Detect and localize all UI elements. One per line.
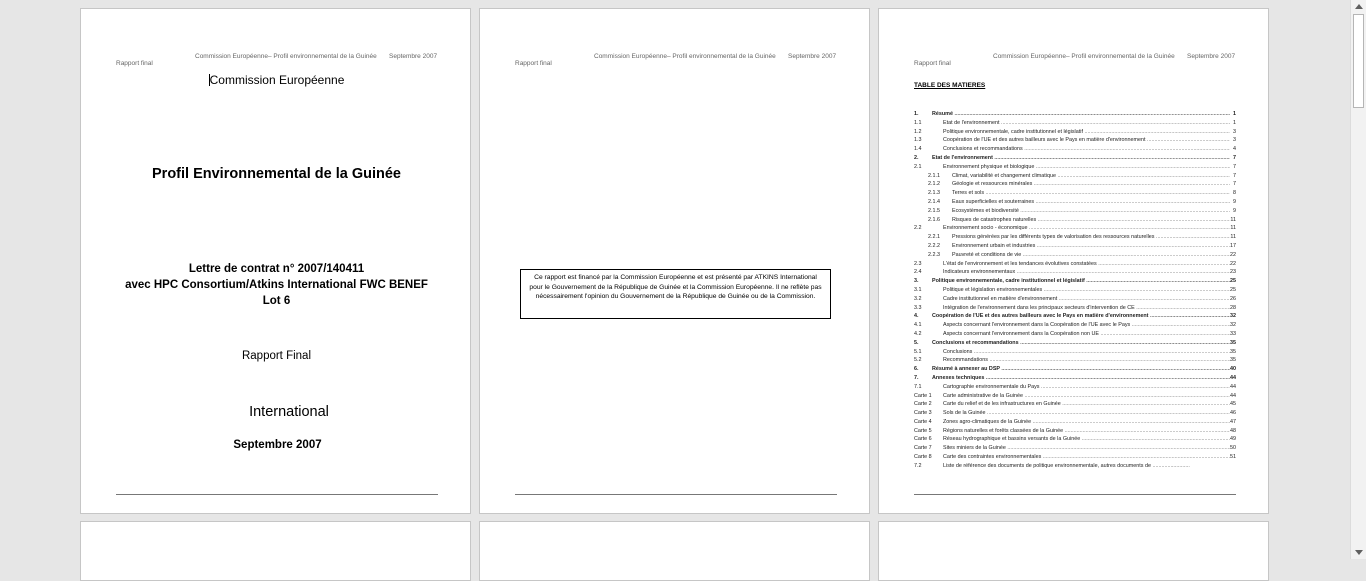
disclaimer-box: Ce rapport est financé par la Commission Européenne et est présenté par ATKINS International pour le Gouvernement de la République de Guinée et la Commission Européenne. Il ne reflète pas nécessairement l'opinion du Gouvernement de la République de Guinée ou de la Commission.	[520, 269, 831, 319]
toc-entry[interactable]	[914, 277, 1236, 286]
toc-entry-text: Pressions générées par les différents types de valorisation des ressources naturelles .....	[952, 233, 1230, 242]
toc-entry[interactable]	[914, 268, 1236, 277]
toc-entry[interactable]	[914, 427, 1236, 436]
toc-entry-number: 2.1	[914, 163, 922, 170]
toc-entry[interactable]	[914, 110, 1236, 119]
toc-entry-text: Ecosystèmes et biodiversité .....	[952, 207, 1230, 216]
toc-entry-page: 45	[1230, 401, 1236, 408]
document-page-5[interactable]	[479, 521, 870, 581]
contract-line-3: Lot 6	[262, 295, 291, 307]
toc-entry[interactable]	[914, 312, 1236, 321]
toc-entry-number: Carte 1	[914, 392, 932, 399]
toc-entry[interactable]	[914, 286, 1236, 295]
toc-entry[interactable]	[914, 198, 1236, 207]
header-right: Septembre 2007	[788, 53, 837, 60]
toc-entry-number: 2.3	[914, 260, 922, 267]
toc-entry-number: 4.	[914, 313, 919, 320]
toc-entry-text: Etat de l'environnement .....	[943, 119, 1230, 128]
toc-entry-text: Résumé à annexer au DSP .....	[932, 365, 1230, 374]
toc-entry[interactable]	[914, 154, 1236, 163]
contract-line-2: avec HPC Consortium/Atkins International FWC BENEF	[125, 279, 428, 291]
header-left: Rapport final	[515, 60, 552, 67]
toc-entry-text: Conclusions et recommandations .....	[932, 339, 1230, 348]
toc-entry-text: Etat de l'environnement .....	[932, 154, 1230, 163]
toc-entry-number: 7.	[914, 374, 919, 381]
toc-entry-text: Sols de la Guinée .....	[943, 409, 1230, 418]
toc-entry-text: Indicateurs environnementaux .....	[943, 268, 1230, 277]
toc-entry[interactable]	[914, 339, 1236, 348]
toc-entry-text: Politique et législation environnementales .....	[943, 286, 1230, 295]
toc-entry-number: 7.2	[914, 462, 922, 469]
toc-entry-text: Géologie et ressources minérales .....	[952, 180, 1230, 189]
scroll-up-arrow-icon[interactable]	[1355, 4, 1363, 9]
toc-entry[interactable]	[914, 233, 1236, 242]
toc-entry[interactable]	[914, 435, 1236, 444]
toc-entry-text: Politique environnementale, cadre institutionnel et législatif .....	[932, 277, 1230, 286]
toc-entry-text: Coopération de l'UE et des autres bailleurs avec le Pays en matière d'environnement .....	[943, 136, 1230, 145]
toc-entry-number: 1.	[914, 111, 919, 117]
toc-entry-page: 44	[1230, 374, 1236, 381]
toc-entry-page: 33	[1230, 330, 1236, 337]
toc-entry[interactable]	[914, 304, 1236, 313]
toc-entry-page: 35	[1230, 348, 1236, 355]
toc-entry-number: 2.1.1	[928, 172, 940, 179]
toc-entry-number: 2.2.3	[928, 251, 940, 258]
toc-entry-text: Intégration de l'environnement dans les principaux secteurs d'intervention de CE .....	[943, 304, 1230, 313]
toc-entry-number: 2.1.2	[928, 181, 940, 188]
toc-entry[interactable]	[914, 251, 1236, 260]
toc-entry-page: 8	[1233, 190, 1236, 197]
toc-entry-page: 35	[1230, 357, 1236, 364]
toc-entry-page: 1	[1233, 119, 1236, 126]
toc-entry-number: 4.1	[914, 322, 922, 329]
toc-entry-number: 2.4	[914, 269, 922, 276]
toc-entry-number: 2.2.2	[928, 242, 940, 249]
toc-entry-page: 47	[1230, 418, 1236, 425]
toc-entry-text: Zones agro-climatiques de la Guinée .....	[943, 418, 1230, 427]
toc-entry-text: Politique environnementale, cadre institutionnel et législatif .....	[943, 128, 1230, 137]
toc-entry-page: 23	[1230, 269, 1236, 276]
toc-entry[interactable]	[914, 224, 1236, 233]
toc-entry-page: 7	[1233, 181, 1236, 188]
toc-entry[interactable]	[914, 189, 1236, 198]
toc-entry-page: 1	[1233, 111, 1236, 117]
toc-entry-page: 17	[1230, 242, 1236, 249]
toc-entry-page: 49	[1230, 436, 1236, 443]
toc-entry-text: Aspects concernant l'environnement dans la Coopération de l'UE avec le Pays .....	[943, 321, 1230, 330]
toc-entry-text: Conclusions .....	[943, 348, 1230, 357]
toc-entry[interactable]	[914, 374, 1236, 383]
toc-entry-number: 3.	[914, 278, 919, 285]
toc-entry[interactable]	[914, 295, 1236, 304]
toc-entry-page: 48	[1230, 427, 1236, 434]
toc-entry-text: Carte des contraintes environnementales .....	[943, 453, 1230, 462]
toc-entry-number: Carte 8	[914, 454, 932, 461]
header-center: Commission Européenne– Profil environnemental de la Guinée	[594, 53, 776, 60]
toc-entry-page: 32	[1230, 313, 1236, 320]
international-label: International	[249, 404, 329, 420]
toc-entry[interactable]	[914, 145, 1236, 154]
toc-entry-number: Carte 6	[914, 436, 932, 443]
toc-entry-number: 2.	[914, 154, 919, 161]
toc-entry-number: 6.	[914, 366, 919, 373]
toc-entry-number: Carte 7	[914, 445, 932, 452]
toc-entry[interactable]	[914, 409, 1236, 418]
scrollbar-thumb[interactable]	[1353, 14, 1364, 108]
toc-entry[interactable]	[914, 163, 1236, 172]
toc-entry-number: 7.1	[914, 383, 922, 390]
toc-entry-text: L'état de l'environnement et les tendances évolutives constatées .....	[943, 260, 1230, 269]
toc-entry-text: Résumé .....	[932, 110, 1230, 119]
document-title: Profil Environnemental de la Guinée	[152, 166, 401, 182]
toc-entry[interactable]	[914, 216, 1236, 225]
toc-entry-text: Conclusions et recommandations .....	[943, 145, 1230, 154]
toc-entry-page: 9	[1233, 207, 1236, 214]
toc-entry-number: 2.2.1	[928, 234, 940, 241]
toc-entry[interactable]	[914, 330, 1236, 339]
toc-entry[interactable]	[914, 136, 1236, 145]
toc-entry-text: Sites miniers de la Guinée .....	[943, 444, 1230, 453]
toc-entry-text: Recommandations .....	[943, 356, 1230, 365]
toc-entry-number: 2.2	[914, 225, 922, 232]
toc-entry-page: 22	[1230, 260, 1236, 267]
report-date: Septembre 2007	[233, 439, 322, 451]
toc-entry[interactable]	[914, 207, 1236, 216]
toc-entry-page: 35	[1230, 339, 1236, 346]
toc-entry[interactable]	[914, 418, 1236, 427]
toc-entry-page: 11	[1230, 225, 1236, 232]
toc-entry[interactable]	[914, 392, 1236, 401]
toc-entry[interactable]	[914, 321, 1236, 330]
vertical-scrollbar[interactable]	[1350, 0, 1366, 559]
toc-entry[interactable]	[914, 356, 1236, 365]
toc-entry-page: 25	[1230, 286, 1236, 293]
toc-entry[interactable]	[914, 383, 1236, 392]
toc-entry-page: 26	[1230, 295, 1236, 302]
toc-entry-text: Cartographie environnementale du Pays .....	[943, 383, 1230, 392]
toc-entry-page: 4	[1233, 146, 1236, 153]
toc-entry[interactable]	[914, 119, 1236, 128]
footer-line	[914, 494, 1236, 495]
toc-entry[interactable]	[914, 444, 1236, 453]
toc-entry[interactable]	[914, 128, 1236, 137]
toc-entry-text: Liste de référence des documents de politique environnementale, autres documents de .....	[943, 462, 1190, 471]
toc-entry-text: Régions naturelles et forêts classées de la Guinée .....	[943, 427, 1230, 436]
toc-entry-number: 1.3	[914, 137, 922, 144]
toc-entry-page: 7	[1233, 163, 1236, 170]
toc-entry-text: Environnement socio - économique .....	[943, 224, 1230, 233]
toc-entry-page: 44	[1230, 392, 1236, 399]
toc-entry-text: Pauvreté et conditions de vie .....	[952, 251, 1230, 260]
toc-entry-number: Carte 3	[914, 410, 932, 417]
toc-entry[interactable]	[914, 242, 1236, 251]
footer-line	[116, 494, 438, 495]
toc-entry-number: 2.1.4	[928, 198, 940, 205]
toc-entry[interactable]	[914, 400, 1236, 409]
toc-entry-text: Coopération de l'UE et des autres bailleurs avec le Pays en matière d'environnement .....	[932, 312, 1230, 321]
toc-entry-number: 3.1	[914, 286, 922, 293]
toc-entry-number: 5.2	[914, 357, 922, 364]
toc-entry-page: 7	[1233, 172, 1236, 179]
toc-entry-number: Carte 5	[914, 427, 932, 434]
header-right: Septembre 2007	[1187, 53, 1236, 60]
toc-entry-page: 40	[1230, 366, 1236, 373]
document-page-1[interactable]	[80, 8, 471, 514]
toc-entry-page: 7	[1233, 154, 1236, 161]
toc-entry-text: Eaux superficielles et souterraines .....	[952, 198, 1230, 207]
toc-entry-text: Cadre institutionnel en matière d'environnement .....	[943, 295, 1230, 304]
toc-entry[interactable]	[914, 348, 1236, 357]
toc-entry-number: Carte 2	[914, 401, 932, 408]
header-left: Rapport final	[116, 60, 153, 67]
toc-entry-text: Carte administrative de la Guinée .....	[943, 392, 1230, 401]
toc-entry-page: 51	[1230, 454, 1236, 461]
toc-entry-text: Annexes techniques .....	[932, 374, 1230, 383]
toc-entry[interactable]	[914, 260, 1236, 269]
toc-entry-page: 11	[1230, 216, 1236, 223]
header-left: Rapport final	[914, 60, 951, 67]
toc-entry-number: Carte 4	[914, 418, 932, 425]
toc-entry-text: Réseau hydrographique et bassins versants de la Guinée .....	[943, 435, 1230, 444]
toc-entry-page: 50	[1230, 445, 1236, 452]
toc-entry[interactable]	[914, 365, 1236, 374]
toc-entry-text: Environnement physique et biologique .....	[943, 163, 1230, 172]
toc-entry-page: 9	[1233, 198, 1236, 205]
toc-entry[interactable]	[914, 462, 1236, 471]
toc-entry-number: 1.2	[914, 128, 922, 135]
toc-entry-page: 11	[1230, 234, 1236, 241]
toc-entry[interactable]	[914, 180, 1236, 189]
document-page-6[interactable]	[878, 521, 1269, 581]
toc-entry-number: 5.	[914, 339, 919, 346]
toc-entry-text: Environnement urbain et industries .....	[952, 242, 1230, 251]
toc-entry-page: 3	[1233, 137, 1236, 144]
toc-entry-text: Carte du relief et de les infrastructures en Guinée .....	[943, 400, 1230, 409]
toc-entry-text: Climat, variabilité et changement climatique .....	[952, 172, 1230, 181]
toc-entry-page: 22	[1230, 251, 1236, 258]
toc-title: TABLE DES MATIERES	[914, 82, 986, 89]
toc-entry-number: 5.1	[914, 348, 922, 355]
toc-entry-number: 4.2	[914, 330, 922, 337]
toc-entry-text: Risques de catastrophes naturelles .....	[952, 216, 1230, 225]
toc-entry-page: 32	[1230, 322, 1236, 329]
scroll-down-arrow-icon[interactable]	[1355, 550, 1363, 555]
table-of-contents	[914, 110, 1236, 471]
toc-entry-text: Terres et sols .....	[952, 189, 1230, 198]
document-page-2[interactable]	[479, 8, 870, 514]
toc-entry-number: 3.2	[914, 295, 922, 302]
organization-name: Commission Européenne	[209, 73, 345, 87]
header-center: Commission Européenne– Profil environnemental de la Guinée	[195, 53, 377, 60]
toc-entry[interactable]	[914, 453, 1236, 462]
toc-entry-text: Aspects concernant l'environnement dans la Coopération non UE .....	[943, 330, 1230, 339]
toc-entry-page: 25	[1230, 278, 1236, 285]
header-center: Commission Européenne– Profil environnemental de la Guinée	[993, 53, 1175, 60]
toc-entry-page: 46	[1230, 410, 1236, 417]
document-page-3[interactable]	[878, 8, 1269, 514]
toc-entry-number: 2.1.6	[928, 216, 940, 223]
toc-entry-number: 2.1.3	[928, 190, 940, 197]
header-right: Septembre 2007	[389, 53, 438, 60]
footer-line	[515, 494, 837, 495]
toc-entry-number: 1.4	[914, 146, 922, 153]
toc-entry-number: 2.1.5	[928, 207, 940, 214]
contract-line-1: Lettre de contrat n° 2007/140411	[188, 263, 365, 275]
toc-entry-number: 3.3	[914, 304, 922, 311]
toc-entry-number: 1.1	[914, 119, 922, 126]
toc-entry-page: 44	[1230, 383, 1236, 390]
toc-entry-page: 28	[1230, 304, 1236, 311]
toc-entry[interactable]	[914, 172, 1236, 181]
toc-entry-page: 3	[1233, 128, 1236, 135]
report-type: Rapport Final	[241, 350, 312, 362]
document-page-4[interactable]	[80, 521, 471, 581]
